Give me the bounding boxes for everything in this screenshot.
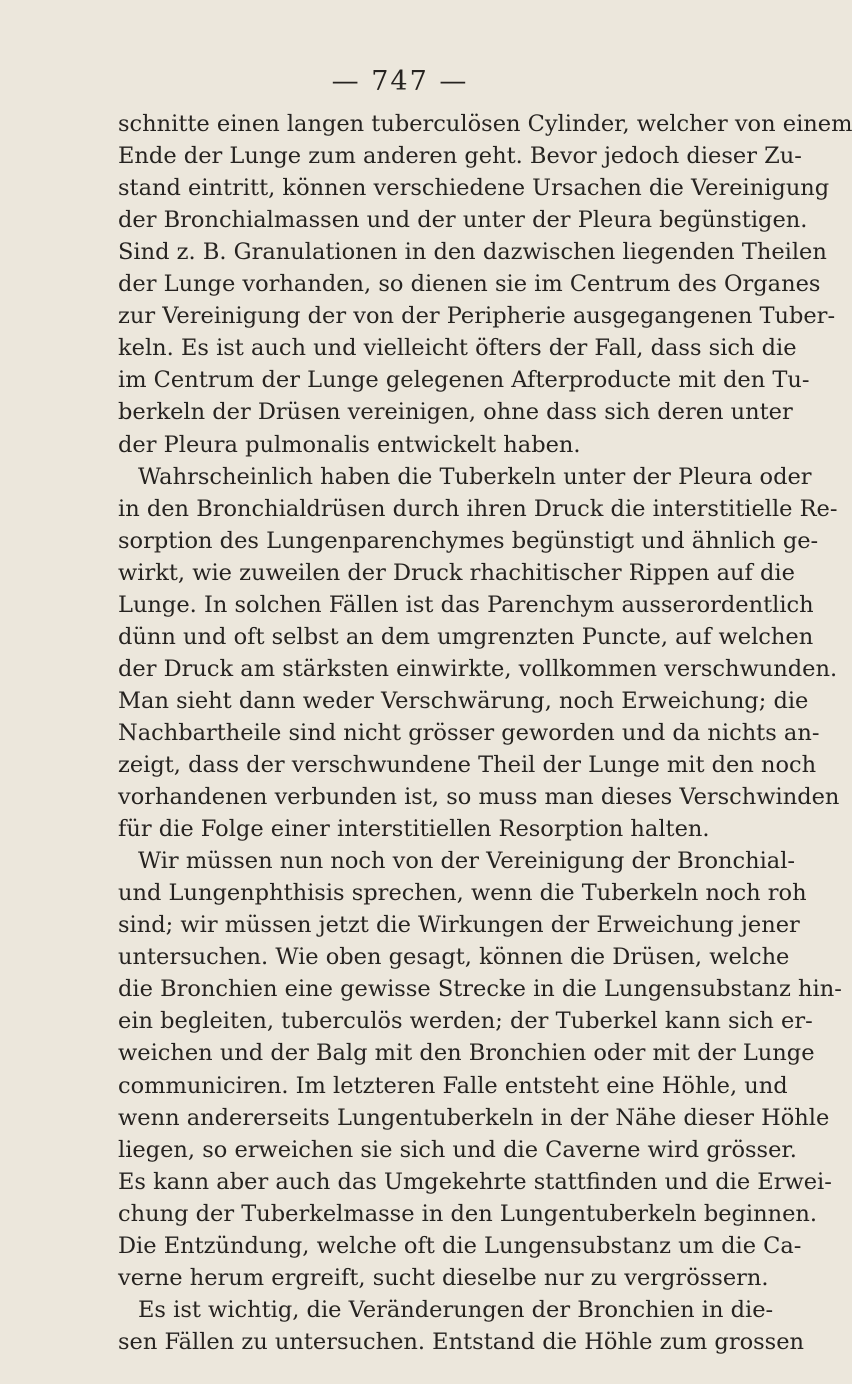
text-line: Wahrscheinlich haben die Tuberkeln unter der Pleura oder [138, 463, 812, 490]
text-line: untersuchen. Wie oben gesagt, können die Drüsen, welche [118, 944, 790, 971]
text-line: sind; wir müssen jetzt die Wirkungen der Erweichung jener [118, 912, 800, 939]
text-line: der Bronchialmassen und der unter der Pleura begünstigen. [118, 207, 808, 234]
text-line: für die Folge einer interstitiellen Resorption halten. [118, 816, 710, 843]
text-line: communiciren. Im letzteren Falle entsteht eine Höhle, und [118, 1072, 788, 1099]
text-line: berkeln der Drüsen vereinigen, ohne dass sich deren unter [118, 399, 793, 426]
text-line: der Lunge vorhanden, so dienen sie im Centrum des Organes [118, 271, 821, 298]
text-line: Wir müssen nun noch von der Vereinigung der Bronchial- [138, 848, 795, 875]
text-line: der Pleura pulmonalis entwickelt haben. [118, 431, 581, 458]
text-line: keln. Es ist auch und vielleicht öfters der Fall, dass sich die [118, 335, 797, 362]
text-line: der Druck am stärksten einwirkte, vollkommen verschwunden. [118, 655, 838, 682]
text-line: Man sieht dann weder Verschwärung, noch Erweichung; die [118, 687, 809, 714]
text-line: weichen und der Balg mit den Bronchien oder mit der Lunge [118, 1040, 815, 1067]
text-line: sorption des Lungenparenchymes begünstigt und ähnlich ge- [118, 527, 819, 554]
text-line: Sind z. B. Granulationen in den dazwischen liegenden Theilen [118, 239, 827, 266]
text-line: zur Vereinigung der von der Peripherie ausgegangenen Tuber- [118, 303, 836, 330]
text-line: vorhandenen verbunden ist, so muss man dieses Verschwinden [118, 784, 840, 811]
text-line: wenn andererseits Lungentuberkeln in der Nähe dieser Höhle [118, 1104, 830, 1131]
text-line: liegen, so erweichen sie sich und die Caverne wird grösser. [118, 1136, 797, 1163]
text-line: Nachbartheile sind nicht grösser geworden und da nichts an- [118, 719, 820, 746]
text-line: ein begleiten, tuberculös werden; der Tuberkel kann sich er- [118, 1008, 813, 1035]
text-line: schnitte einen langen tuberculösen Cylinder, welcher von einem [118, 111, 852, 137]
text-line: in den Bronchialdrüsen durch ihren Druck die interstitielle Re- [118, 495, 838, 522]
text-line: Lunge. In solchen Fällen ist das Parenchym ausserordentlich [118, 591, 814, 618]
page-number: — 747 — [331, 66, 469, 97]
text-line: zeigt, dass der verschwundene Theil der Lunge mit den noch [118, 752, 817, 778]
text-line: sen Fällen zu untersuchen. Entstand die Höhle zum grossen [118, 1328, 805, 1355]
text-line: verne herum ergreift, sucht dieselbe nur zu vergrössern. [118, 1264, 769, 1291]
text-line: und Lungenphthisis sprechen, wenn die Tuberkeln noch roh [118, 880, 807, 907]
text-line: dünn und oft selbst an dem umgrenzten Puncte, auf welchen [118, 623, 814, 650]
text-line: stand eintritt, können verschiedene Ursachen die Vereinigung [118, 175, 830, 202]
text-line: Ende der Lunge zum anderen geht. Bevor jedoch dieser Zu- [118, 143, 802, 170]
text-line: Es kann aber auch das Umgekehrte stattfinden und die Erwei- [118, 1168, 832, 1195]
text-line: Die Entzündung, welche oft die Lungensubstanz um die Ca- [118, 1232, 802, 1259]
text-line: im Centrum der Lunge gelegenen Afterproducte mit den Tu- [118, 367, 810, 394]
text-line: die Bronchien eine gewisse Strecke in die Lungensubstanz hin- [118, 976, 842, 1003]
text-line: wirkt, wie zuweilen der Druck rhachitischer Rippen auf die [118, 559, 795, 586]
text-line: Es ist wichtig, die Veränderungen der Bronchien in die- [138, 1296, 774, 1323]
text-line: chung der Tuberkelmasse in den Lungentuberkeln beginnen. [118, 1200, 818, 1227]
